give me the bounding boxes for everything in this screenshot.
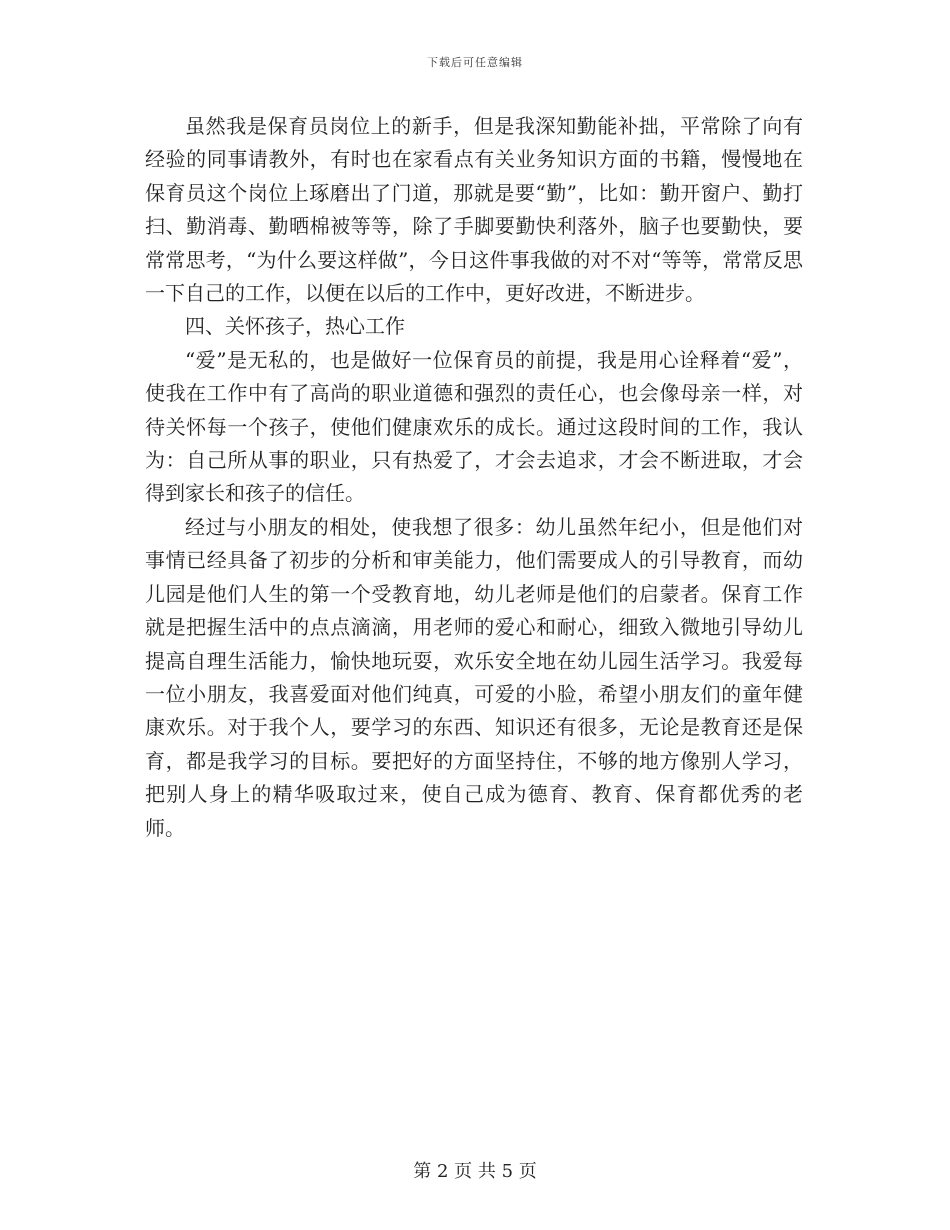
paragraph-diligence: 虽然我是保育员岗位上的新手，但是我深知勤能补拙，平常除了向有经验的同事请教外，有时也在家看点有关业务知识方面的书籍，慢慢地在保育员这个岗位上琢磨出了门道，那就是要“勤”，比如：勤开窗户、勤打扫、勤消毒、勤晒棉被等等，除了手脚要勤快利落外，脑子也要勤快，要常常思考，“为什么要这样做”，今日这件事我做的对不对“等等，常常反思一下自己的工作，以便在以后的工作中，更好改进，不断进步。 [145,114,803,306]
section-heading: 四、关怀孩子，热心工作 [185,314,405,339]
document-body [145,110,803,845]
page-header: 下载后可任意编辑 [427,56,523,69]
paragraph-love: “爱”是无私的，也是做好一位保育员的前提，我是用心诠释着“爱”，使我在工作中有了高尚的职业道德和强烈的责任心，也会像母亲一样，对待关怀每一个孩子，使他们健康欢乐的成长。通过这段时间的工作，我认为：自己所从事的职业，只有热爱了，才会去追求，才会不断进取，才会得到家长和孩子的信任。 [145,347,803,506]
paragraph-reflection: 经过与小朋友的相处，使我想了很多：幼儿虽然年纪小，但是他们对事情已经具备了初步的分析和审美能力，他们需要成人的引导教育，而幼儿园是他们人生的第一个受教育地，幼儿老师是他们的启蒙者。保育工作就是把握生活中的点点滴滴，用老师的爱心和耐心，细致入微地引导幼儿提高自理生活能力，愉快地玩耍，欢乐安全地在幼儿园生活学习。我爱每一位小朋友，我喜爱面对他们纯真，可爱的小脸，希望小朋友们的童年健康欢乐。对于我个人，要学习的东西、知识还有很多，无论是教育还是保育，都是我学习的目标。要把好的方面坚持住，不够的地方像别人学习，把别人身上的精华吸取过来，使自己成为德育、教育、保育都优秀的老师。 [145,514,803,840]
page-footer: 第 2 页 共 5 页 [413,1161,537,1182]
